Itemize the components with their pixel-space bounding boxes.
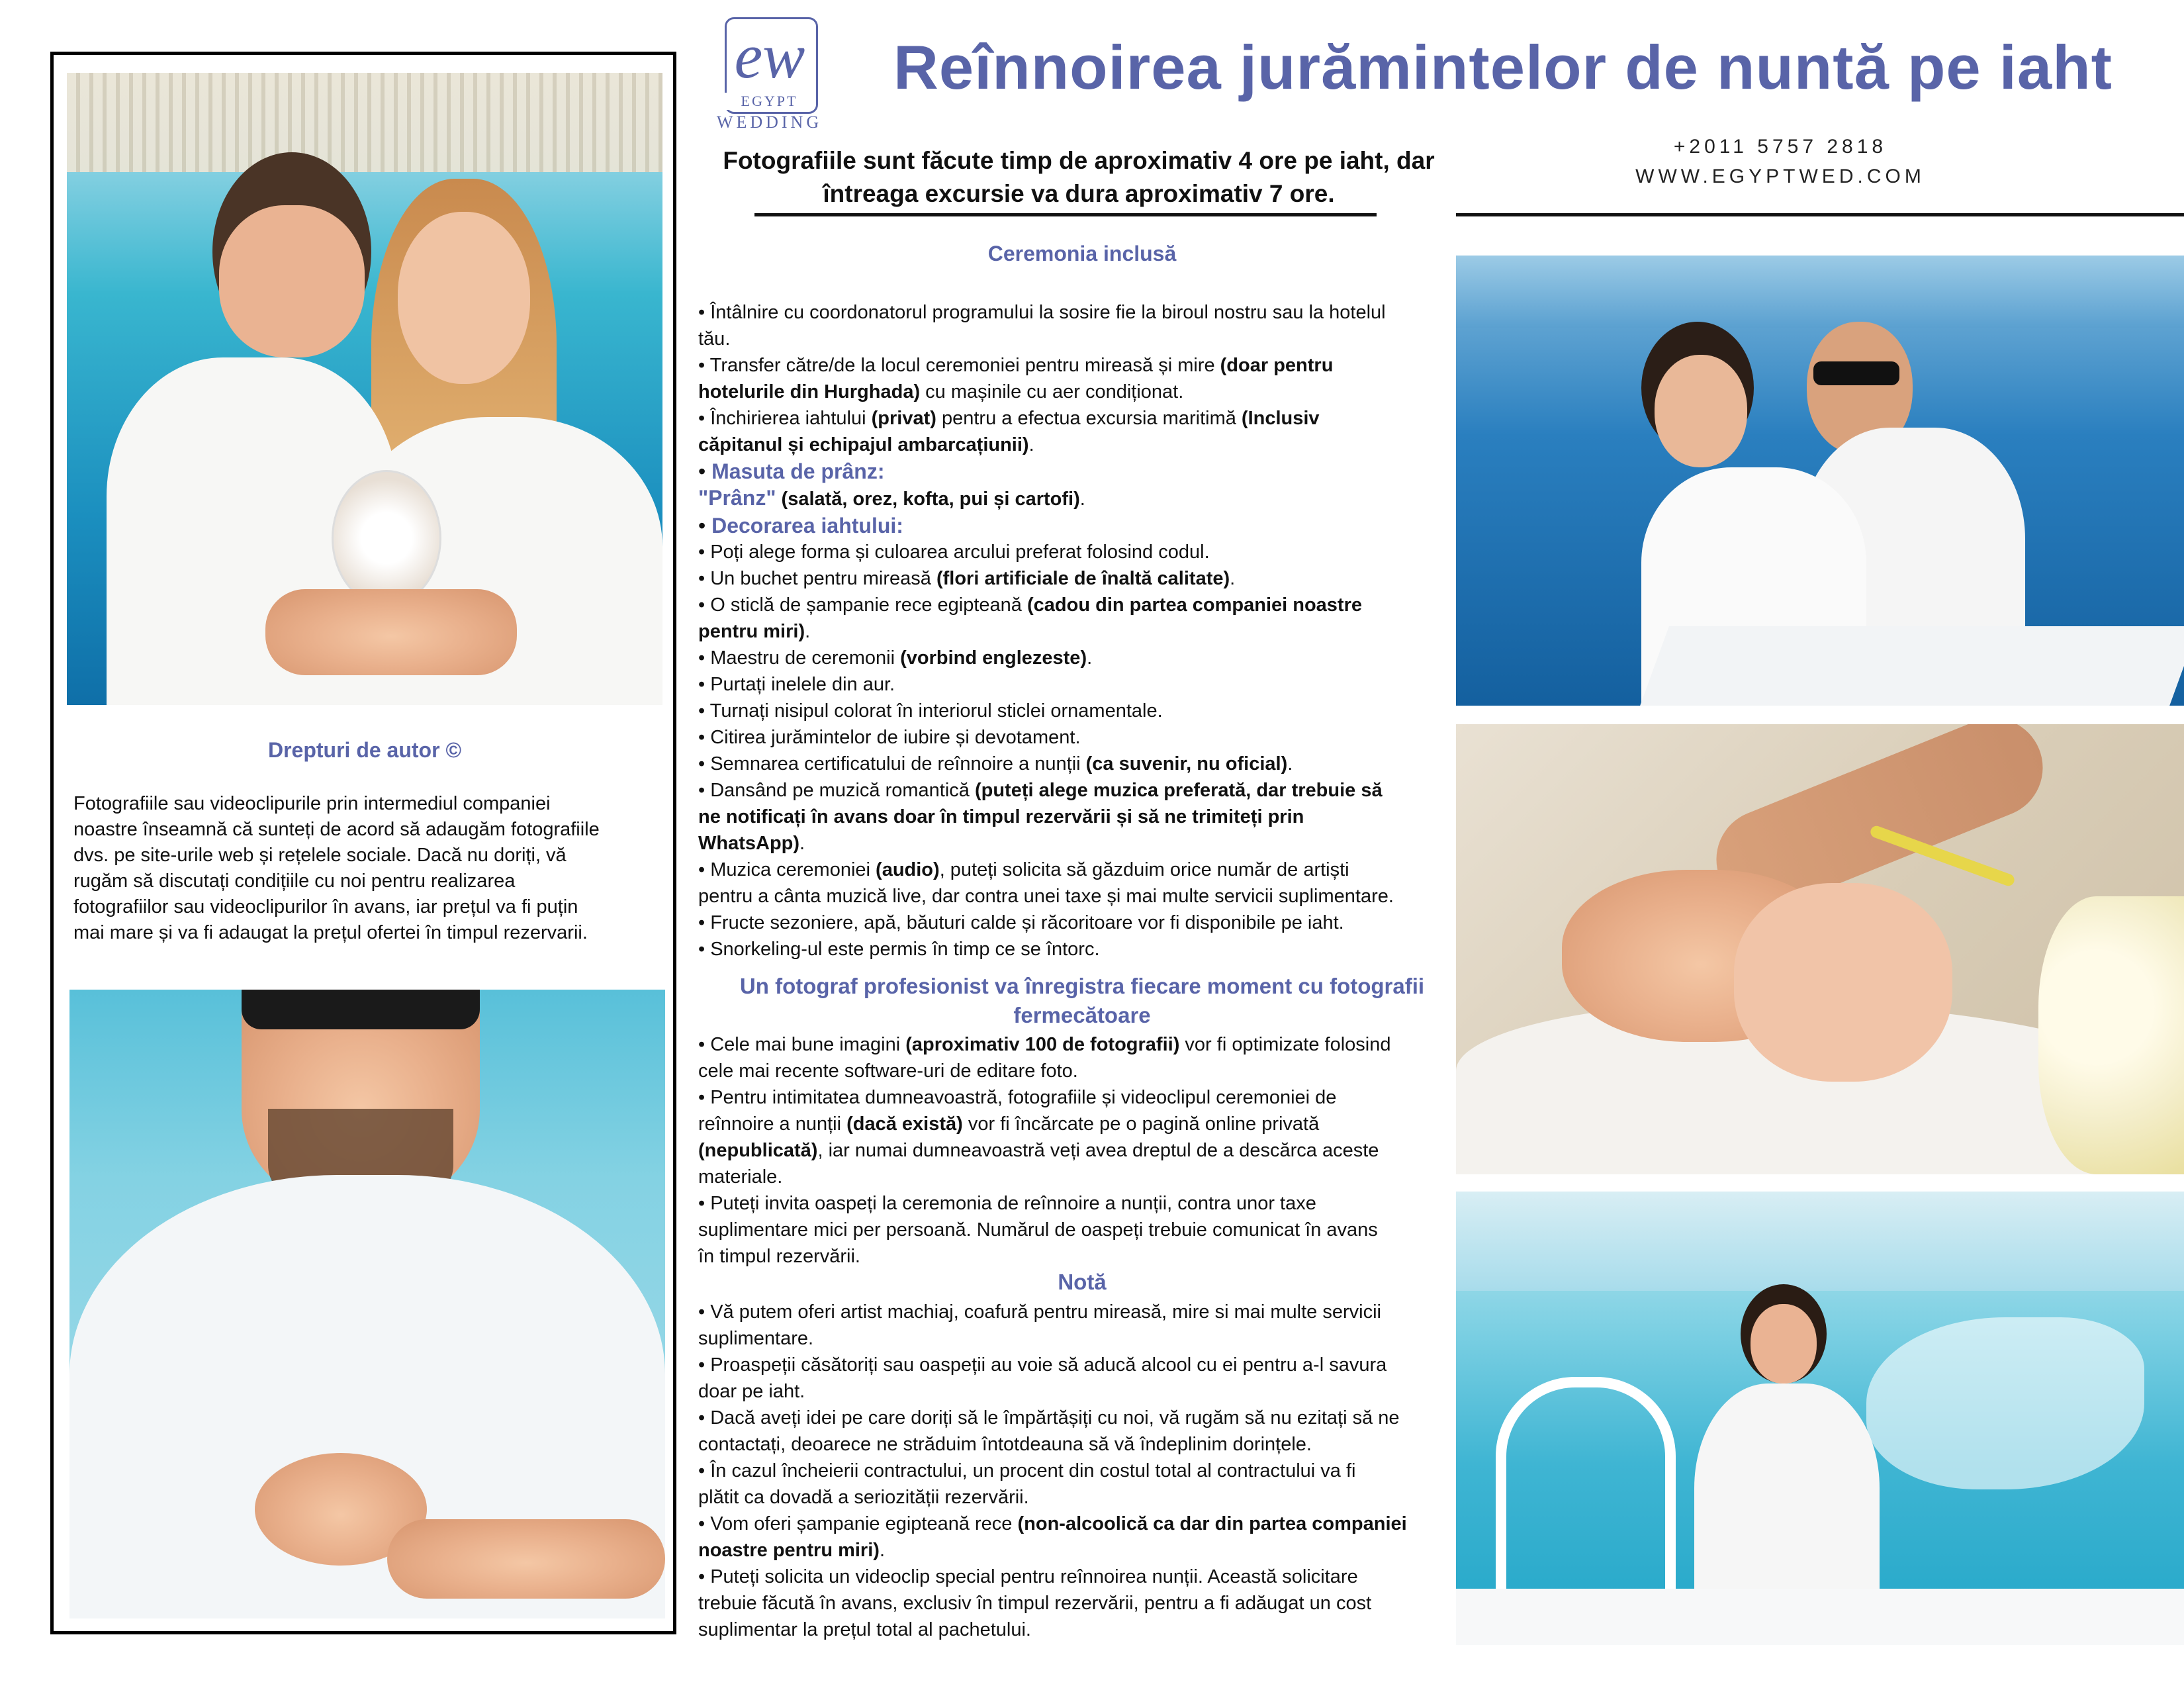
contact-website[interactable]: WWW.EGYPTWED.COM xyxy=(1635,165,1925,187)
lunch-heading: • Masuta de prânz: xyxy=(698,459,885,483)
logo-text-wedding: WEDDING xyxy=(716,113,823,132)
photographer-heading: Un fotograf profesionist va înregistra fiecare moment cu fotografii fermecătoare xyxy=(739,974,1425,1027)
logo-text-egypt: EGYPT xyxy=(725,93,814,110)
egypt-wedding-logo xyxy=(698,15,841,134)
photo-couple-kiss xyxy=(67,73,662,705)
photo-couple-embrace-yacht xyxy=(1456,256,2184,706)
ceremony-list: • Întâlnire cu coordonatorul programului la sosire fie la biroul nostru sau la hotelul tău. • Transfer către/de la locul ceremoniei pentru mireasă și mire (doar pentru hotelurile din Hurghada) cu mașinile cu aer condiționat. • Închirierea iahtului (privat) pentru a efectua excursia maritimă (Inclusiv căpitanul și echipajul ambarcațiunii). • Masuta de prânz: "Prânz" (salată, orez, kofta, pui și cartofi). • Decorarea iahtului: • Poți alege forma și culoarea arcului preferat folosind codul. • Un buchet pentru mireasă (flori artificiale de înaltă calitate). • O sticlă de șampanie rece egipteană (cadou din partea companiei noastre pentru miri). • Maestru de ceremonii (vorbind englezeste). • Purtați inelele din aur. • Turnați nisipul colorat în interiorul sticlei ornamentale. • Citirea jurămintelor de iubire și devotament. • Semnarea certificatului de reînnoire a nunții (ca suvenir, nu oficial). • Dansând pe muzică romantică (puteți alege muzica preferată, dar trebuie să ne notificați în avans doar în timpul rezervării și să ne trimiteți prin WhatsApp). • Muzica ceremoniei (audio), puteți solicita să găzduim orice număr de artiști pentru a cânta muzică live, dar contra unei taxe și mai multe servicii suplimentare. • Fructe sezoniere, apă, băuturi calde și răcoritoare vor fi disponibile pe iaht. • Snorkeling-ul este permis în timp ce se întorc. xyxy=(698,299,1466,962)
photo-groom-ring xyxy=(69,990,665,1618)
contact-phone: +2011 5757 2818 xyxy=(1673,136,1888,158)
header-divider-right xyxy=(1456,213,2184,216)
copyright-heading: Drepturi de autor © xyxy=(267,738,462,762)
copyright-text: Fotografiile sau videoclipurile prin intermediul companiei noastre înseamnă că sunteți de acord să adaugăm fotografiile dvs. pe site-urile web și rețelele sociale. Dacă nu doriți, vă rugăm să discutați condițiile cu noi pentru realizarea fotografiilor sau videoclipurilor în avans, iar prețul va fi puțin mai mare și va fi adaugat la prețul ofertei în timpul rezervarii. xyxy=(73,793,600,943)
subtitle-underline xyxy=(754,213,1377,216)
photo-bride-on-bow xyxy=(1456,1192,2184,1645)
photo-hands-rings xyxy=(1456,724,2184,1174)
photographer-list: • Cele mai bune imagini (aproximativ 100 de fotografii) vor fi optimizate folosind cele mai recente software-uri de editare foto. • Pentru intimitatea dumneavoastră, fotografiile și videoclipul ceremoniei de reînnoire a nunții (dacă există) vor fi încărcate pe o pagină online privată (nepublicată), iar numai dumneavoastră veți avea dreptul de a descărca aceste materiale. • Puteți invita oaspeți la ceremonia de reînnoire a nunții, contra unor taxe suplimentare mici per persoană. Numărul de oaspeți trebuie comunicat în avans în timpul rezervării. xyxy=(698,1034,1391,1267)
logo-monogram: ew xyxy=(734,21,805,91)
trip-duration-subtitle: Fotografiile sunt făcute timp de aproximativ 4 ore pe iaht, dar întreaga excursie va dura aproximativ 7 ore. xyxy=(723,147,1435,207)
decoration-heading: • Decorarea iahtului: xyxy=(698,514,903,538)
note-heading: Notă xyxy=(1058,1270,1107,1294)
note-list: • Vă putem oferi artist machiaj, coafură pentru mireasă, mire si mai multe servicii suplimentare. • Proaspeții căsătoriți sau oaspeții au voie să aducă alcool cu ei pentru a-l savura doar pe iaht. • Dacă aveți idei pe care doriți să le împărtășiți cu noi, vă rugăm să nu ezitați să ne contactați, deoarece ne străduim întotdeauna să vă îndeplinim dorințele. • În cazul încheierii contractului, un procent din costul total al contractului va fi plătit ca dovadă a seriozității rezervării. • Vom oferi șampanie egipteană rece (non-alcoolică ca dar din partea companiei noastre pentru miri). • Puteți solicita un videoclip special pentru reînnoirea nunții. Această solicitare trebuie făcută în avans, exclusiv în timpul rezervării, pentru a fi adăugat un cost suplimentar la prețul total al pachetului. xyxy=(698,1301,1407,1640)
ceremony-heading: Ceremonia inclusă xyxy=(987,242,1177,265)
lunch-menu: "Prânz" (salată, orez, kofta, pui și cartofi). xyxy=(698,486,1085,510)
page-title: Reînnoirea jurămintelor de nuntă pe iaht xyxy=(893,32,2113,102)
